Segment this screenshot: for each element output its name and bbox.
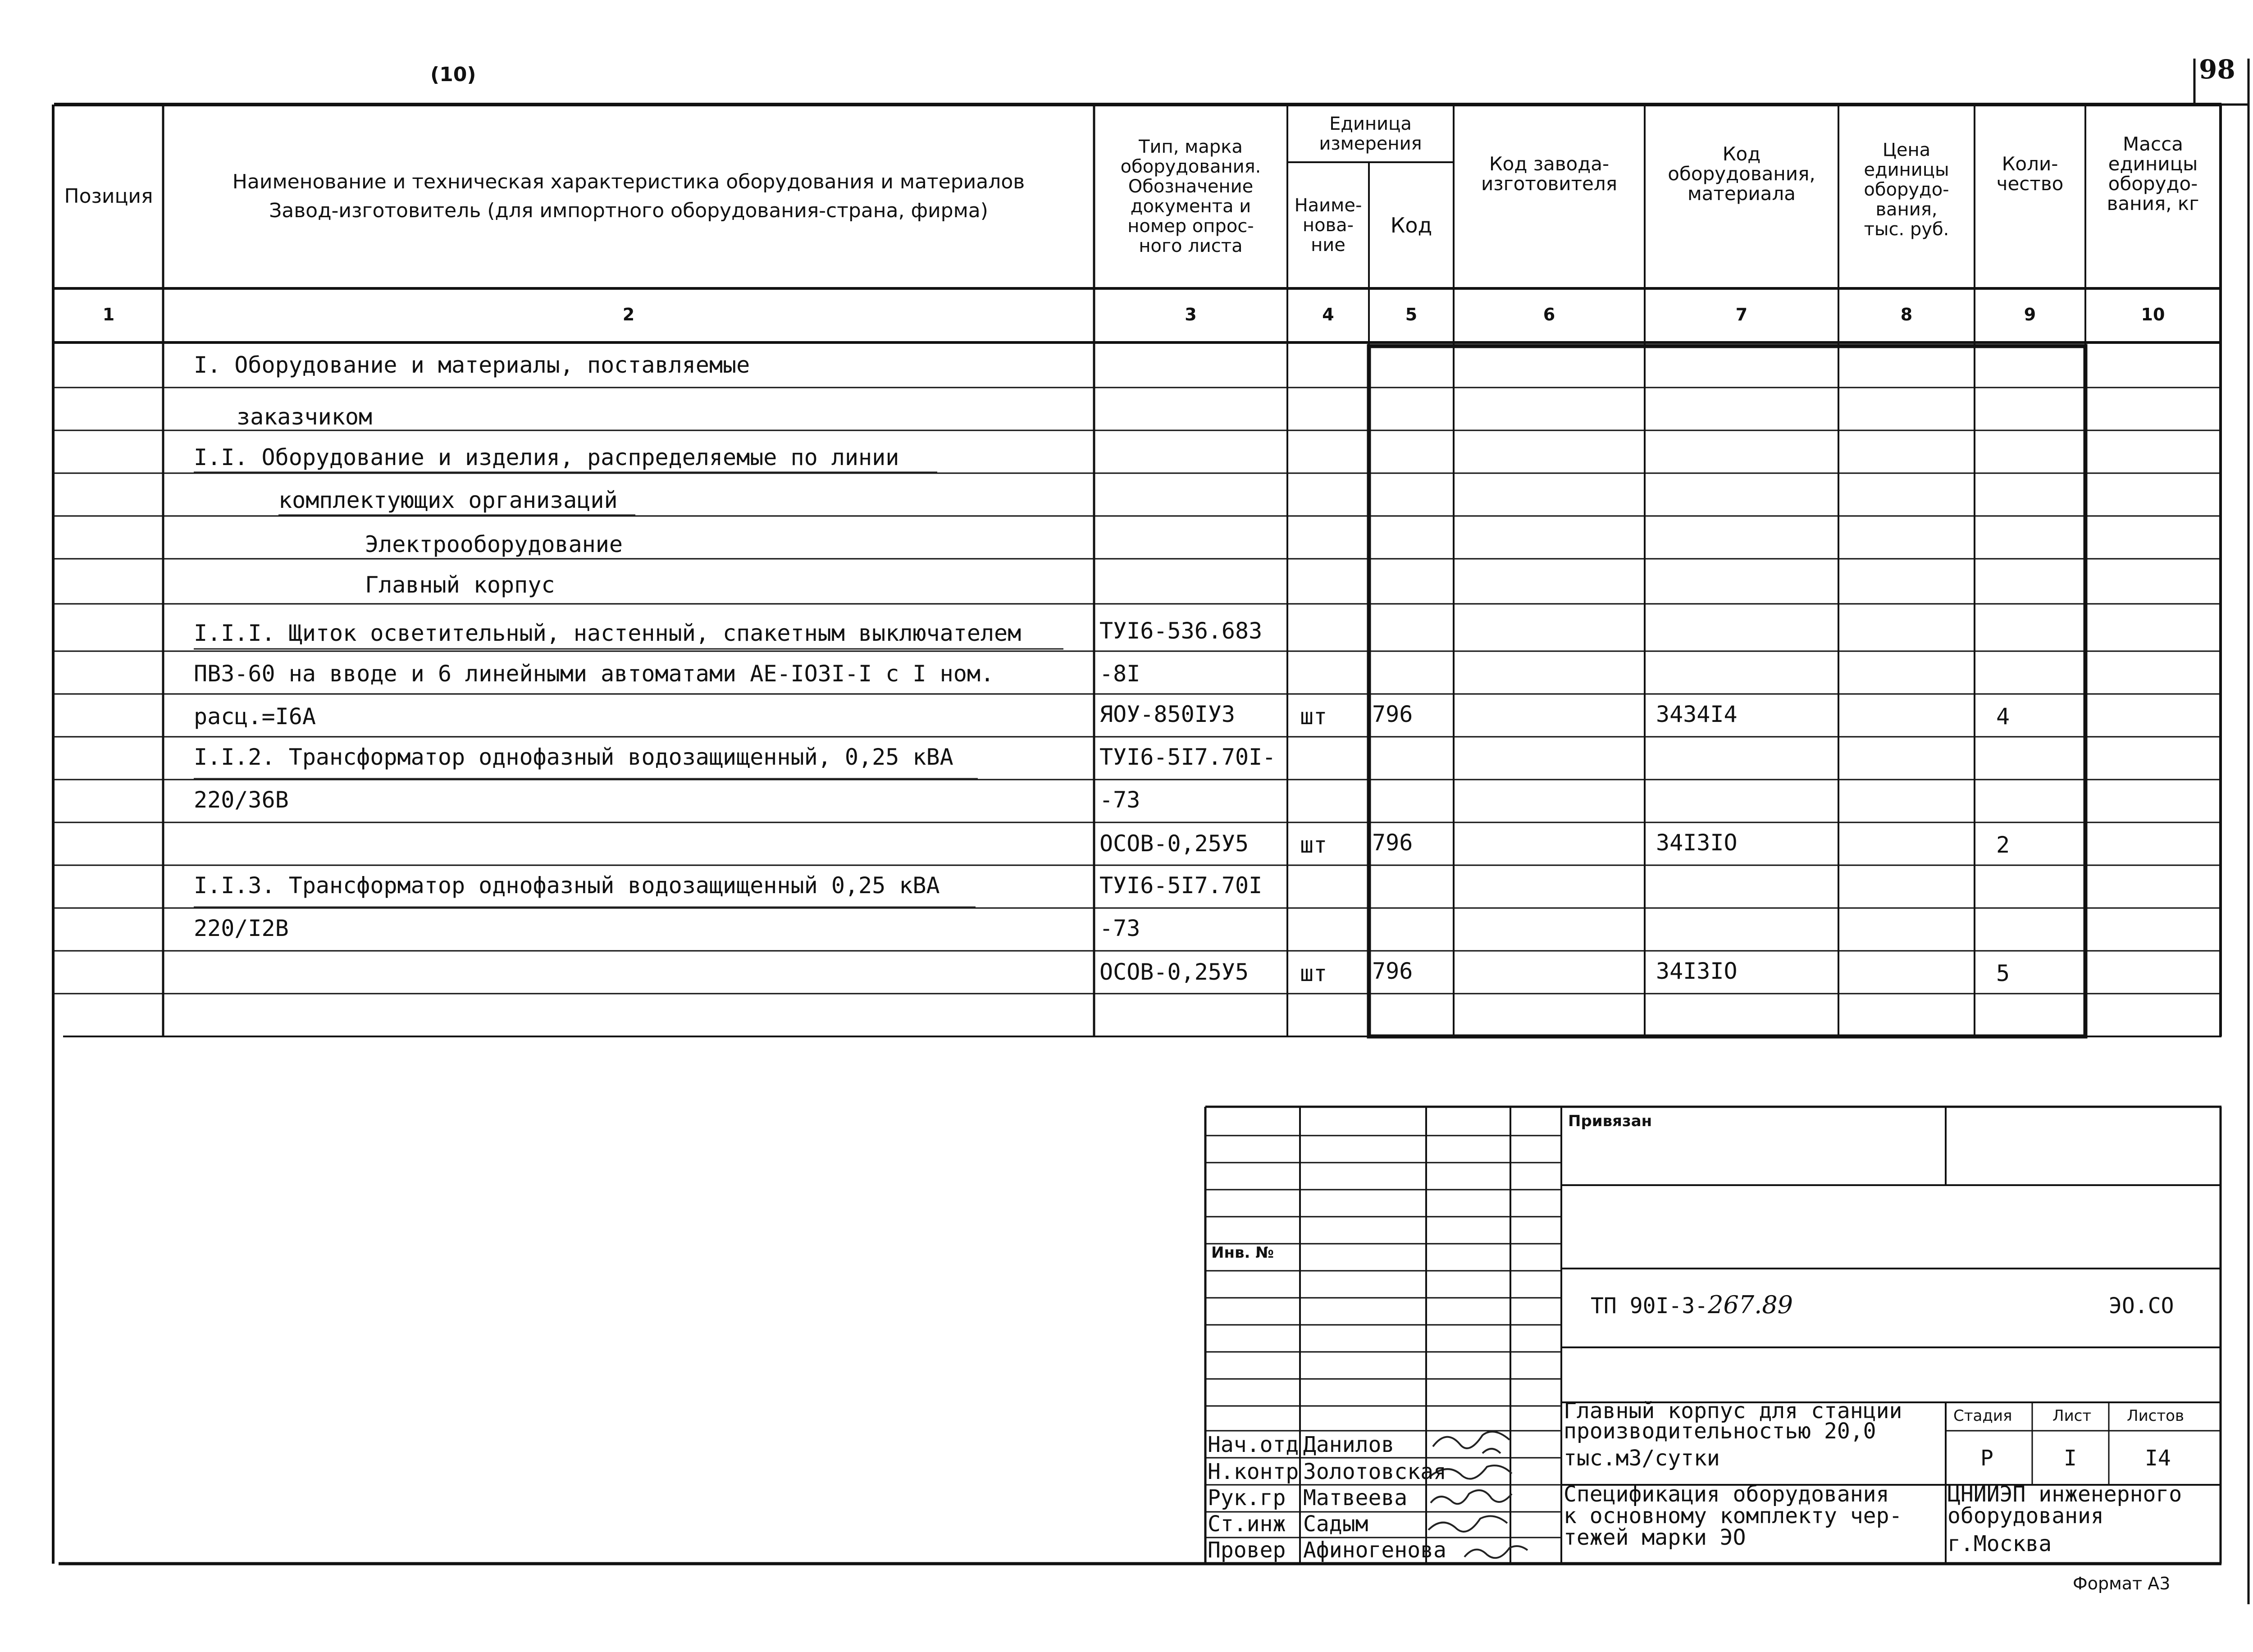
- header-type-l5: номер опрос-: [1127, 216, 1254, 237]
- header-mass-l2: единицы: [2108, 153, 2198, 175]
- header-type-l4: документа и: [1130, 196, 1251, 217]
- stamp-subtitle-3: тежей марки ЭО: [1564, 1525, 1746, 1550]
- header-plant-code-l2: изготовителя: [1481, 173, 1618, 195]
- stamp-sheet: I: [2064, 1446, 2077, 1471]
- stamp-name-1: Золотовская: [1303, 1459, 1446, 1484]
- stamp-name-4: Афиногенова: [1303, 1538, 1446, 1563]
- stamp-stage: Р: [1980, 1446, 1993, 1471]
- header-name: [164, 106, 1093, 287]
- header-material-code-l2: оборудования,: [1668, 163, 1815, 185]
- stamp-privyazan: Привязан: [1568, 1112, 1652, 1130]
- stamp-role-0: Нач.отд: [1208, 1432, 1299, 1457]
- stamp-doc-code-printed: ТП 90I-3-: [1591, 1293, 1708, 1319]
- stamp-stage-label: Стадия: [1953, 1407, 2012, 1425]
- stamp-role-4: Провер: [1208, 1538, 1286, 1563]
- stamp-doc-code: [1591, 1293, 1793, 1318]
- header-mass-l4: вания, кг: [2107, 192, 2199, 214]
- row-7-type: -8I: [1099, 661, 1140, 687]
- header-unit-group: [1288, 106, 1453, 161]
- sheet-number: 98: [2199, 54, 2235, 85]
- stamp-title-2: производительностью 20,0: [1564, 1419, 1876, 1444]
- row-14-unit: шт: [1300, 960, 1327, 986]
- stamp-title-3: тыс.м3/сутки: [1564, 1446, 1720, 1471]
- header-unit-name: [1288, 163, 1368, 288]
- header-quantity-l1: Коли-: [2002, 153, 2058, 175]
- row-3-name: комплектующих организаций: [278, 487, 618, 513]
- row-8-unit: шт: [1300, 703, 1327, 730]
- format-label: Формат А3: [2073, 1574, 2171, 1593]
- row-11-mat: 34I3IO: [1656, 830, 1738, 856]
- header-type-l3: Обозначение: [1128, 176, 1254, 197]
- header-unit-name-l2: нова-: [1302, 215, 1354, 236]
- row-14-mat: 34I3IO: [1656, 958, 1738, 984]
- top-code: (10): [430, 63, 476, 86]
- row-8-qty: 4: [1996, 703, 2010, 730]
- stamp-name-2: Матвеева: [1303, 1485, 1408, 1511]
- header-plant-code-l1: Код завода-: [1489, 153, 1610, 175]
- col-num-3: 3: [1185, 305, 1197, 324]
- row-10-type: -73: [1099, 787, 1140, 813]
- col-num-2: 2: [622, 305, 635, 324]
- row-2-name: I.I. Оборудование и изделия, распределяемые по линии: [194, 444, 899, 470]
- stamp-name-3: Садым: [1303, 1511, 1368, 1537]
- row-11-type: ОСОВ-0,25У5: [1099, 831, 1249, 857]
- row-11-qty: 2: [1996, 832, 2010, 858]
- header-unit-name-l1: Наиме-: [1294, 195, 1362, 216]
- header-mass-l3: оборудо-: [2108, 173, 2198, 195]
- row-8-type: ЯОУ-850IУЗ: [1099, 701, 1236, 727]
- row-10-name: 220/36В: [194, 787, 289, 813]
- row-8-name: расц.=I6А: [194, 703, 316, 730]
- row-14-type: ОСОВ-0,25У5: [1099, 959, 1249, 985]
- header-unit-l2: измерения: [1319, 133, 1422, 154]
- row-1-name: заказчиком: [237, 404, 373, 430]
- header-price-l3: оборудо-: [1864, 179, 1949, 200]
- header-material-code-l1: Код: [1722, 143, 1761, 165]
- row-0-name: I. Оборудование и материалы, поставляемые: [194, 352, 750, 378]
- row-12-name: I.I.3. Трансформатор однофазный водозащищенный 0,25 кВА: [194, 872, 940, 899]
- row-9-name: I.I.2. Трансформатор однофазный водозащищенный, 0,25 кВА: [194, 744, 953, 770]
- row-11-code: 796: [1372, 830, 1413, 856]
- col-num-6: 6: [1543, 305, 1555, 324]
- header-material-code: [1646, 106, 1838, 242]
- row-7-name: ПВЗ-60 на вводе и 6 линейными автоматами АЕ-IO3I-I с I ном.: [194, 661, 994, 687]
- stamp-org-2: оборудования: [1947, 1503, 2104, 1529]
- header-mass: [2086, 106, 2220, 242]
- col-num-5: 5: [1405, 305, 1418, 324]
- header-unit-name-l3: ние: [1311, 235, 1345, 256]
- row-6-type: ТУI6-536.683: [1099, 618, 1263, 644]
- col-num-10: 10: [2141, 305, 2165, 324]
- col-num-4: 4: [1322, 305, 1334, 324]
- row-14-code: 796: [1372, 958, 1413, 984]
- stamp-subtitle-1: Спецификация оборудования: [1564, 1482, 1889, 1507]
- stamp-name-0: Данилов: [1303, 1432, 1395, 1457]
- header-name-line2: Завод-изготовитель (для импортного оборудования-страна, фирма): [269, 199, 988, 222]
- stamp-sheet-label: Лист: [2052, 1407, 2092, 1425]
- row-14-qty: 5: [1996, 960, 2010, 986]
- row-9-type: ТУI6-5I7.70I-: [1099, 744, 1276, 770]
- header-price-l2: единицы: [1864, 160, 1949, 180]
- stamp-sheet-code: ЭО.СО: [2109, 1293, 2174, 1319]
- col-num-7: 7: [1735, 305, 1748, 324]
- header-quantity-l2: чество: [1996, 173, 2064, 195]
- header-price-l4: вания,: [1875, 199, 1938, 220]
- stamp-doc-code-hand: 267.89: [1708, 1291, 1793, 1319]
- stamp-role-2: Рук.гр: [1208, 1485, 1286, 1511]
- header-unit-l1: Единица: [1329, 114, 1412, 134]
- col-num-8: 8: [1900, 305, 1913, 324]
- header-unit-code-text: Код: [1390, 213, 1432, 237]
- header-type-l1: Тип, марка: [1139, 137, 1243, 157]
- row-6-name: I.I.I. Щиток осветительный, настенный, спакетным выключателем: [194, 620, 1022, 646]
- row-8-mat: 3434I4: [1656, 701, 1738, 727]
- row-12-type: ТУI6-5I7.70I: [1099, 872, 1263, 899]
- col-num-1: 1: [102, 305, 115, 324]
- header-price-l5: тыс. руб.: [1864, 219, 1949, 240]
- header-position-text: Позиция: [64, 185, 153, 208]
- header-price-l1: Цена: [1882, 140, 1931, 160]
- header-position: [55, 106, 162, 287]
- header-type: [1095, 106, 1286, 287]
- header-plant-code: [1455, 106, 1644, 242]
- row-5-name: Главный корпус: [365, 572, 555, 598]
- header-type-l6: ного листа: [1139, 236, 1243, 256]
- stamp-sheets: I4: [2145, 1446, 2171, 1471]
- stamp-sheets-label: Листов: [2127, 1407, 2185, 1425]
- header-material-code-l3: материала: [1687, 183, 1796, 205]
- col-num-9: 9: [2024, 305, 2036, 324]
- stamp-subtitle-2: к основному комплекту чер-: [1564, 1503, 1902, 1529]
- stamp-role-1: Н.контр: [1208, 1459, 1299, 1484]
- stamp-org-3: г.Москва: [1947, 1531, 2052, 1556]
- header-unit-code: [1370, 163, 1453, 288]
- header-type-l2: оборудования.: [1120, 156, 1261, 177]
- stamp-role-3: Ст.инж: [1208, 1511, 1286, 1537]
- stamp-title-1: Главный корпус для станции: [1564, 1398, 1902, 1424]
- row-13-name: 220/I2В: [194, 915, 289, 941]
- row-11-unit: шт: [1300, 832, 1327, 858]
- header-quantity: [1975, 106, 2084, 242]
- row-4-name: Электрооборудование: [365, 531, 623, 557]
- row-8-code: 796: [1372, 701, 1413, 727]
- header-price: [1839, 106, 1974, 273]
- stamp-org-1: ЦНИИЭП инженерного: [1947, 1482, 2182, 1507]
- header-name-line1: Наименование и техническая характеристика оборудования и материалов: [232, 170, 1025, 193]
- row-13-type: -73: [1099, 915, 1140, 941]
- stamp-inv-no: Инв. №: [1211, 1244, 1274, 1262]
- header-mass-l1: Масса: [2123, 133, 2183, 155]
